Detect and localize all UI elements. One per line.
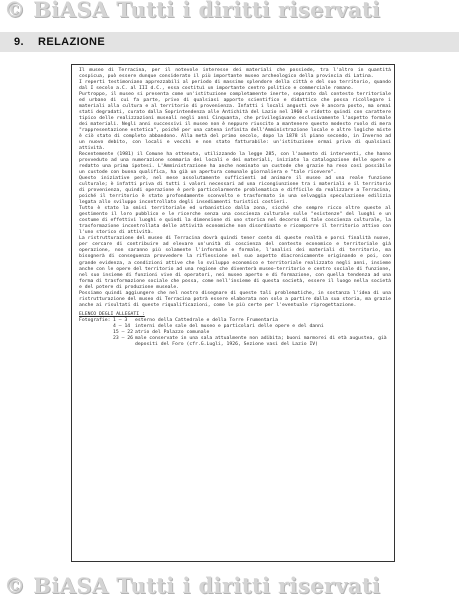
attachment-range: 4 – 14 <box>113 323 131 329</box>
attachment-range: 23 – 26 <box>113 335 134 341</box>
section-title: RELAZIONE <box>37 36 106 48</box>
paragraph: Questo iniziative però, nel mese assolutamente sufficienti ad animare il museo ad una reale funzione culturale; è infatti priva di tutti i valori necessari ad una ricongiunzione tra i materiali e il territorio di provenienza, quindi operazione è però particolarmente problematica e difficile da realizzare a Terracina, poiché il territorio è stato profondamente sconvolto e trasformato in una selvaggia speculazione edilizia legata allo sviluppo incontrollato degli insediamenti turistici costieri. <box>79 176 391 206</box>
paragraph: La ristrutturazione del museo di Terracina dovrà quindi tener conto di queste realtà e porsi finalità nuove, per cercare di contribuire ad elevare un'unità di coscienza del contesto economico e territoriale già operazione, non saranno più solamente l'informale e formale, l'analisi dei materiali di territorio, ma bisognerà di conseguenza provvedere la riflessione nel suo aspetto diacronicamente originando e poi, con grande evidenza, a condizioni attive che lo sviluppo economico e territoriale realizzato negli anni, insieme anche con le opere del territorio ad una regione che diventerà museo-territorio e centro sociale di funzione, nel suo insieme di funzioni vive di operatori, nei museo aperto e di formazione, con quella tendenza ad una forma di trasformazione sociale che possa, come nell'insieme di questa società, essere il luogo nella società e del potere di produzione museale. <box>79 236 391 290</box>
paragraph: Recentemente (1981) il Comune ha ottenuto, utilizzando la legge 285, con l'aumento di interventi, che hanno provveduto ad una numerazione sommaria dei locali e dei materiali, iniziato la catalogazione delle opere e redatto una prima ipotesi. L'Amministrazione ha anche nominato un custode che grazie ha reso così possibile un custode con buona qualifica, ha già un apertura comunale giornaliera e "tale ricevere". <box>79 152 391 176</box>
attachment-text: male conservate in una sala attualmente non adibita; buoni marmorei di età augustea, già depositi del Foro (cfr.G.Lugli, 1926, Sezione vasi del Lazio IV) <box>135 335 387 347</box>
watermark-bottom: © BiASA Tutti i diritti riservati <box>4 573 381 598</box>
section-number: 9. <box>14 36 24 48</box>
paragraph: Possiamo quindi aggiungere che nel nostro disegnare di queste tali problematiche, in sostanza l'idea di una ristrutturazione del museo di Terracina potrà essere elaborata non solo a partire dalla sua storia, ma grazie anche ai risultati di queste riqualificazioni, come le più certe per l'eventuale riprogettazione. <box>79 290 391 308</box>
section-heading <box>14 36 105 48</box>
paragraph: Il museo di Terracina, per il notevole interesse dei materiali che possiede, tra l'altro in quantità cospicua, può essere dunque considerato il più importante museo archeologico della provincia di Latina. <box>79 68 391 80</box>
attachment-label: Fotografie: <box>79 317 111 323</box>
attachment-text: atrio del Palazzo comunale <box>135 329 210 335</box>
paragraph: Tutto è stato la smisi territoriale ed urbanistico dalla zona, sicché che sempre ricco oltre queste al gestimento il loro pubblico e le ricerche senza una coscienza culturale sulle "esistenze" del luoghi e un costume di effettivi luoghi e quindi la dimensione di uno storica nel decorso di tale coscienza culturale, la trasformazione incontrollata delle attività economiche non disordinato e ricomporre il territorio attivo con l'uno storico di attività. <box>79 206 391 236</box>
report-body <box>79 68 391 348</box>
attachments-heading: ELENCO DEGLI ALLEGATI : <box>79 311 145 317</box>
watermark-top: © BiASA Tutti i diritti riservati <box>4 0 381 22</box>
paragraph: I reperti testimoniano apprezzabili al periodo di massimo splendore della città e del suo territorio, quando dal I secolo a.C. al III d.C., essa costituì un importante centro politico e commerciale romano. <box>79 80 391 92</box>
attachment-range: 15 – 22 <box>113 329 134 335</box>
paragraph: Purtroppo, il museo si presenta come un'istituzione completamente inerte, separato dal contesto territoriale ed urbano di cui fa parte, privo di qualsiasi apporto scientifico e didattico che possa ricollegare i materiali alla cultura e al territorio di provenienza. Infatti i locali angusti ove è ancora posto, ma ormai stati degradati, curato dalla Soprintendenza alle Antichità del Lazio nel 1960 e ridotto quindi con carattere tipico delle realizzazioni museali negli anni Cinquanta, che privilegiavano esclusivamente l'aspetto formale dei materiali. Negli anni successivi il museo non è neppure riuscito a mantenere questo modesto ruolo di mera "rappresentazione estetica", poiché per una catena infinita dell'Amministrazione locale e altre logiche miste è ciò stato di completo abbandono. Alla metà del primo secolo, dopo la 1878 il piano secondo, in Inverno ad un nuovo debito, con locali e vecchi e non stato fatturabile: un'istituzione ormai priva di qualsiasi attività. <box>79 92 391 152</box>
attachment-text: interni delle sale del museo e particolari delle opere e del danni <box>135 323 324 329</box>
attachment-range: 1 – 3 <box>113 317 128 323</box>
attachment-text: esterno della Cattedrale e della Torre Frumentaria <box>135 317 278 323</box>
attachment-item <box>79 336 391 348</box>
